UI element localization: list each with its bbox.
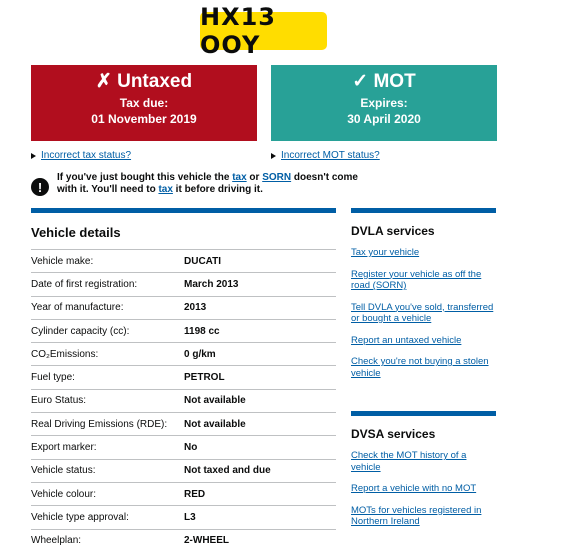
warning-text-part: or <box>246 172 263 183</box>
triangle-right-icon <box>31 153 36 159</box>
warning-text <box>57 172 361 196</box>
table-row <box>31 296 336 319</box>
vehicle-details-section <box>31 208 336 552</box>
tax-due-label: Tax due: <box>119 96 169 110</box>
detail-value: March 2013 <box>184 278 239 290</box>
table-row <box>31 249 336 272</box>
dvsa-service-link[interactable]: Check the MOT history of a vehicle <box>351 450 467 473</box>
detail-label: Cylinder capacity (cc): <box>31 325 130 337</box>
registration-plate: HX13 OOY <box>200 12 327 50</box>
dvsa-services-heading: DVSA services <box>351 427 436 441</box>
table-row <box>31 459 336 482</box>
dvsa-services-section <box>351 411 496 538</box>
dvla-service-link[interactable]: Check you're not buying a stolen vehicle <box>351 356 489 379</box>
incorrect-mot-link[interactable] <box>271 150 380 161</box>
dvla-links-list <box>351 247 496 379</box>
table-row <box>31 482 336 505</box>
tax-link[interactable]: tax <box>232 172 247 183</box>
detail-label: Vehicle make: <box>31 255 94 267</box>
detail-value: Not available <box>184 418 246 430</box>
mot-status-title: ✓ MOT <box>352 71 416 92</box>
incorrect-mot-link-label: Incorrect MOT status? <box>281 150 380 161</box>
incorrect-tax-link-label: Incorrect tax status? <box>41 150 132 161</box>
dvsa-service-link[interactable]: Report a vehicle with no MOT <box>351 483 477 494</box>
vehicle-details-heading: Vehicle details <box>31 225 121 240</box>
table-row <box>31 435 336 458</box>
detail-value: DUCATI <box>184 255 222 267</box>
warning-notice <box>31 172 361 196</box>
mot-expires-label: Expires: <box>360 96 408 110</box>
dvla-service-link[interactable]: Report an untaxed vehicle <box>351 334 462 346</box>
table-row <box>31 272 336 295</box>
dvla-service-link[interactable]: Tell DVLA you've sold, transferred or bought a vehicle <box>351 301 494 324</box>
detail-value: No <box>184 442 198 454</box>
detail-label: CO₂Emissions: <box>31 348 99 360</box>
detail-value: L3 <box>184 511 196 523</box>
warning-text-part: it before driving it. <box>172 184 263 195</box>
dvsa-links-list <box>351 450 496 528</box>
detail-value: Not available <box>184 395 246 407</box>
dvla-services-heading: DVLA services <box>351 224 435 238</box>
detail-label: Vehicle status: <box>31 465 96 477</box>
detail-label: Real Driving Emissions (RDE): <box>31 418 168 430</box>
detail-label: Euro Status: <box>31 395 87 407</box>
detail-label: Export marker: <box>31 442 97 454</box>
detail-value: 0 g/km <box>184 348 216 360</box>
warning-text-part: doesn't come with it. You'll need to <box>57 172 358 195</box>
tax-status-title: ✗ Untaxed <box>95 71 193 92</box>
detail-label: Fuel type: <box>31 372 75 384</box>
tax-link-2[interactable]: tax <box>158 184 173 195</box>
detail-value: PETROL <box>184 372 225 384</box>
table-row <box>31 319 336 342</box>
tax-status-panel <box>31 65 257 141</box>
vehicle-details-list <box>31 249 336 552</box>
triangle-right-icon <box>271 153 276 159</box>
dvla-service-link[interactable]: Register your vehicle as off the road (SORN) <box>351 268 482 291</box>
detail-label: Vehicle type approval: <box>31 511 129 523</box>
mot-status-panel <box>271 65 497 141</box>
table-row <box>31 505 336 528</box>
detail-label: Year of manufacture: <box>31 302 124 314</box>
dvla-services-section <box>351 208 496 389</box>
detail-value: 2013 <box>184 302 207 314</box>
tax-due-date: 01 November 2019 <box>91 112 197 126</box>
sorn-link[interactable]: SORN <box>262 172 292 183</box>
detail-label: Vehicle colour: <box>31 488 97 500</box>
warning-icon: ! <box>31 178 49 196</box>
detail-value: 2-WHEEL <box>184 535 229 547</box>
dvsa-service-link[interactable]: MOTs for vehicles registered in Northern Ireland <box>351 504 482 527</box>
detail-value: 1198 cc <box>184 325 220 337</box>
incorrect-tax-link[interactable] <box>31 150 131 161</box>
table-row <box>31 412 336 435</box>
warning-text-part: If you've just bought this vehicle the <box>57 172 233 183</box>
mot-expiry-date: 30 April 2020 <box>347 112 421 126</box>
table-row <box>31 529 336 552</box>
detail-value: RED <box>184 488 206 500</box>
detail-value: Not taxed and due <box>184 465 271 477</box>
detail-label: Date of first registration: <box>31 278 138 290</box>
dvla-service-link[interactable]: Tax your vehicle <box>351 247 420 258</box>
table-row <box>31 342 336 365</box>
table-row <box>31 365 336 388</box>
table-row <box>31 389 336 412</box>
detail-label: Wheelplan: <box>31 535 82 547</box>
